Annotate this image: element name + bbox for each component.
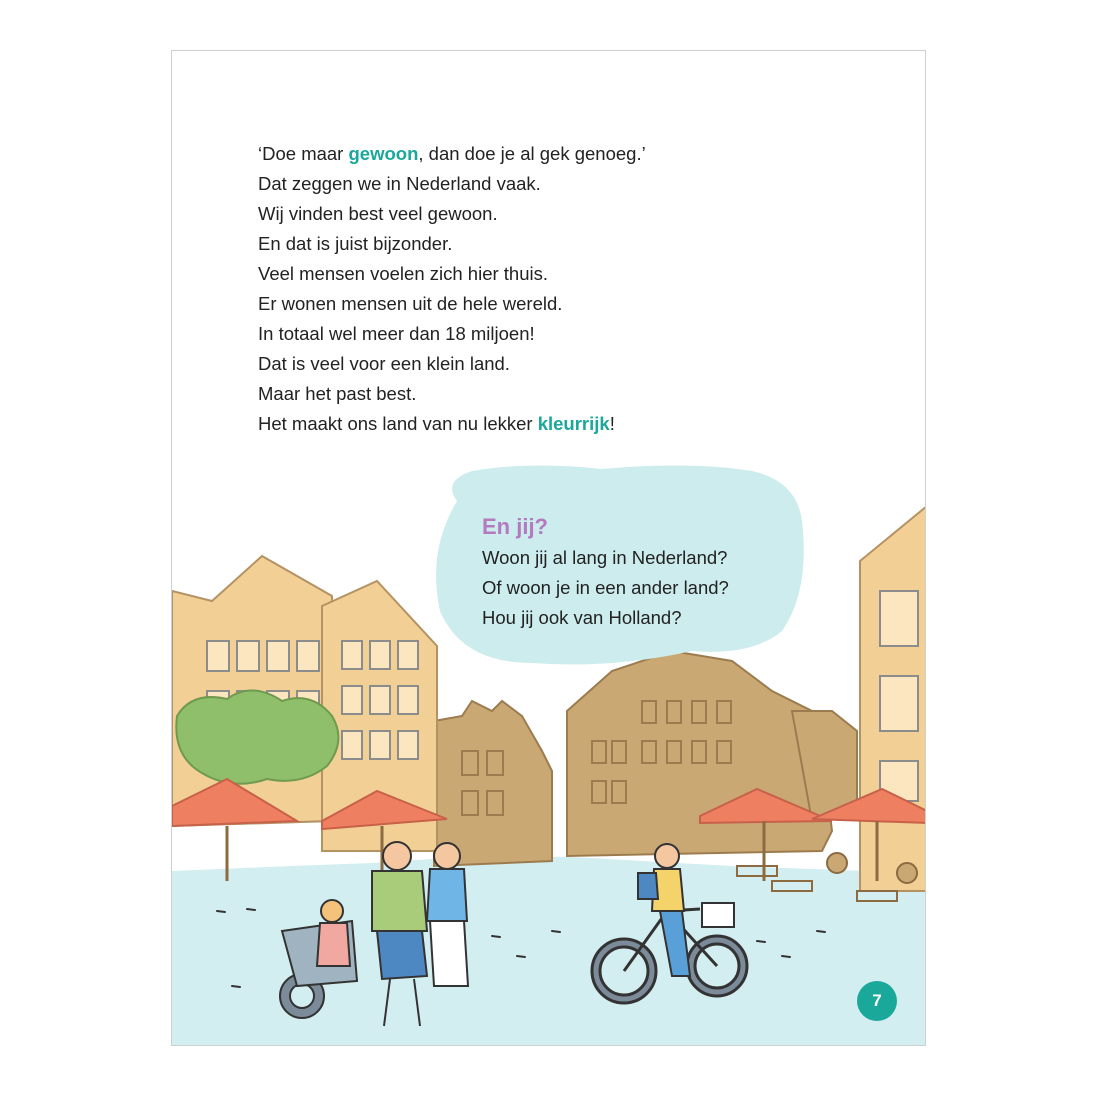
bubble-question: Hou jij ook van Holland? bbox=[482, 607, 682, 628]
page-number-badge: 7 bbox=[857, 981, 897, 1021]
story-line: ‘Doe maar gewoon, dan doe je al gek genoeg.’ bbox=[258, 143, 646, 164]
story-line: Er wonen mensen uit de hele wereld. bbox=[258, 293, 563, 314]
book-page bbox=[171, 50, 926, 1046]
bubble-title: En jij? bbox=[482, 514, 548, 539]
story-line: Wij vinden best veel gewoon. bbox=[258, 203, 498, 224]
highlight-word: kleurrijk bbox=[537, 413, 610, 434]
speech-bubble bbox=[482, 511, 729, 633]
story-line: In totaal wel meer dan 18 miljoen! bbox=[258, 323, 535, 344]
story-text bbox=[258, 139, 646, 439]
story-line: Veel mensen voelen zich hier thuis. bbox=[258, 263, 549, 284]
highlight-word: gewoon bbox=[348, 143, 419, 164]
bubble-question: Of woon je in een ander land? bbox=[482, 577, 729, 598]
bubble-question: Woon jij al lang in Nederland? bbox=[482, 547, 728, 568]
story-line: Het maakt ons land van nu lekker kleurrijk! bbox=[258, 413, 615, 434]
story-line: Dat zeggen we in Nederland vaak. bbox=[258, 173, 541, 194]
story-line: Maar het past best. bbox=[258, 383, 417, 404]
story-line: Dat is veel voor een klein land. bbox=[258, 353, 510, 374]
story-line: En dat is juist bijzonder. bbox=[258, 233, 453, 254]
